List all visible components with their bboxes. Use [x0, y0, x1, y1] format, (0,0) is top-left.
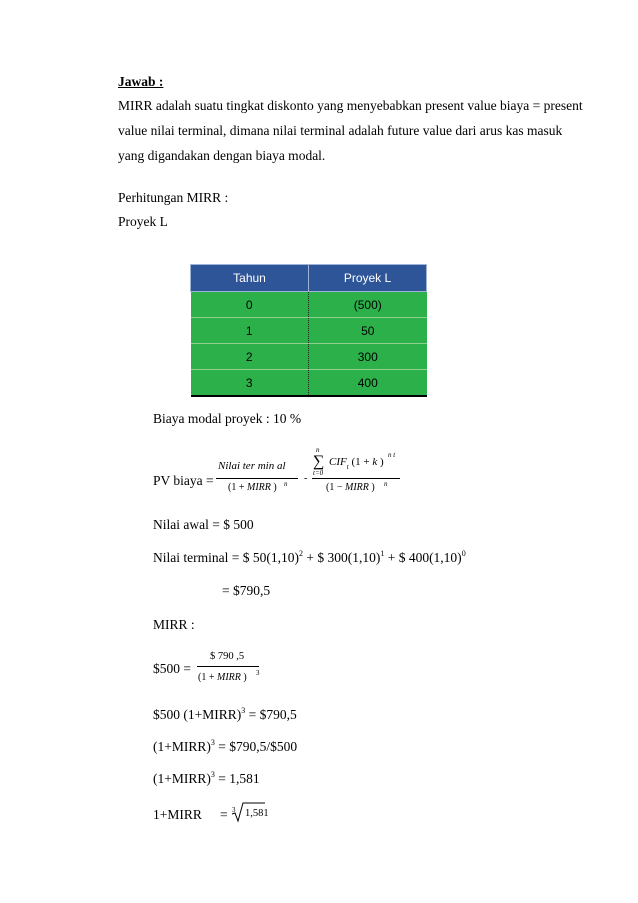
- step-3-exp: 3: [210, 770, 215, 779]
- pv-num1: Nilai ter min al: [218, 460, 286, 472]
- pv-num2-a: CIF: [329, 456, 347, 468]
- terminal-exp-2: 1: [380, 549, 385, 558]
- mirr-den-op: +: [208, 672, 215, 683]
- calc-title: Perhitungan MIRR :: [118, 190, 229, 205]
- table-cell: 2: [191, 344, 309, 370]
- pv-sum-bottom: t=0: [313, 469, 324, 477]
- table-cell: 50: [309, 318, 427, 344]
- step-1-b: = $790,5: [245, 707, 297, 722]
- pv-den2-exp: n: [384, 480, 388, 488]
- col-header-year: Tahun: [191, 265, 309, 292]
- heading: Jawab :: [118, 74, 164, 89]
- pv-num2-op: +: [363, 456, 370, 468]
- paragraph-line-2: value nilai terminal, dimana nilai terminal adalah future value dari arus kas masuk: [118, 123, 563, 138]
- mirr-eq-den: [198, 672, 247, 683]
- table-row: [191, 318, 427, 344]
- pv-formula-lhs: PV biaya =: [153, 473, 214, 488]
- pv-den2-a: (1: [326, 482, 335, 493]
- mirr-den-exp: 3: [256, 669, 260, 677]
- pv-fraction-line-1: [216, 478, 298, 479]
- mirr-label: MIRR :: [153, 617, 195, 632]
- pv-equals-dash: -: [304, 473, 308, 484]
- pv-den1: [228, 482, 277, 493]
- pv-den2: [326, 482, 375, 493]
- pv-sum-top: n: [316, 446, 320, 454]
- terminal-part-2: + $ 300(1,10): [302, 550, 381, 565]
- step-4-eq: =: [220, 807, 228, 822]
- table-cell: 1: [191, 318, 309, 344]
- step-1-exp: 3: [241, 706, 246, 715]
- pv-den1-op: +: [238, 482, 245, 493]
- step-3-a: (1+MIRR): [153, 771, 211, 786]
- table-row: [191, 292, 427, 318]
- step-4-root-index: 3: [232, 806, 236, 814]
- pv-den1-b: MIRR: [246, 482, 271, 493]
- mirr-den-a: (1: [198, 672, 207, 683]
- pv-sum-symbol: ∑: [313, 453, 325, 470]
- terminal-value: [153, 550, 466, 566]
- cost-of-capital: Biaya modal proyek : 10 %: [153, 411, 302, 426]
- table-header-row: [191, 265, 427, 292]
- pv-den1-exp: n: [284, 480, 288, 488]
- table-cell: 300: [309, 344, 427, 370]
- step-2-a: (1+MIRR): [153, 739, 211, 754]
- mirr-fraction-line: [197, 666, 259, 667]
- pv-num2-b: (1: [351, 456, 361, 468]
- terminal-result: = $790,5: [222, 583, 271, 598]
- pv-den2-c: ): [371, 482, 375, 493]
- col-header-project: Proyek L: [309, 265, 427, 292]
- step-3: [153, 771, 260, 787]
- pv-den1-c: ): [273, 482, 277, 493]
- table-cell: (500): [309, 292, 427, 318]
- step-1: [153, 707, 297, 723]
- table-row: [191, 344, 427, 370]
- mirr-den-b: MIRR: [216, 672, 241, 683]
- step-2-exp: 3: [210, 738, 215, 747]
- mirr-eq-lhs: $500 =: [153, 661, 191, 676]
- mirr-den-c: ): [243, 672, 247, 683]
- step-3-b: = 1,581: [214, 771, 260, 786]
- table-cell: 400: [309, 370, 427, 397]
- cash-flow-table: [190, 264, 427, 397]
- step-4-radicand: 1,581: [245, 808, 269, 819]
- step-1-a: $500 (1+MIRR): [153, 707, 242, 722]
- terminal-exp-1: 2: [298, 549, 303, 558]
- table-cell: 0: [191, 292, 309, 318]
- table-row: [191, 370, 427, 397]
- pv-fraction-line-2: [312, 478, 400, 479]
- pv-den2-op: −: [336, 482, 343, 493]
- mirr-eq-num: $ 790 ,5: [210, 651, 245, 662]
- initial-value: Nilai awal = $ 500: [153, 517, 254, 532]
- pv-num2: [329, 456, 384, 471]
- paragraph-line-3: yang digandakan dengan biaya modal.: [118, 148, 326, 163]
- step-4-lhs: 1+MIRR: [153, 807, 202, 822]
- project-title: Proyek L: [118, 214, 168, 229]
- pv-num2-sub: t: [346, 463, 349, 471]
- step-2: [153, 739, 297, 755]
- terminal-part-1: Nilai terminal = $ 50(1,10): [153, 550, 299, 565]
- terminal-part-3: + $ 400(1,10): [384, 550, 462, 565]
- paragraph-line-1: MIRR adalah suatu tingkat diskonto yang menyebabkan present value biaya = present: [118, 98, 583, 113]
- pv-num2-d: ): [379, 456, 384, 468]
- step-2-b: = $790,5/$500: [214, 739, 298, 754]
- pv-den2-b: MIRR: [344, 482, 369, 493]
- pv-num2-exp: n t: [388, 451, 396, 459]
- pv-den1-a: (1: [228, 482, 237, 493]
- pv-num2-c: k: [372, 456, 378, 468]
- terminal-exp-3: 0: [461, 549, 466, 558]
- table-cell: 3: [191, 370, 309, 397]
